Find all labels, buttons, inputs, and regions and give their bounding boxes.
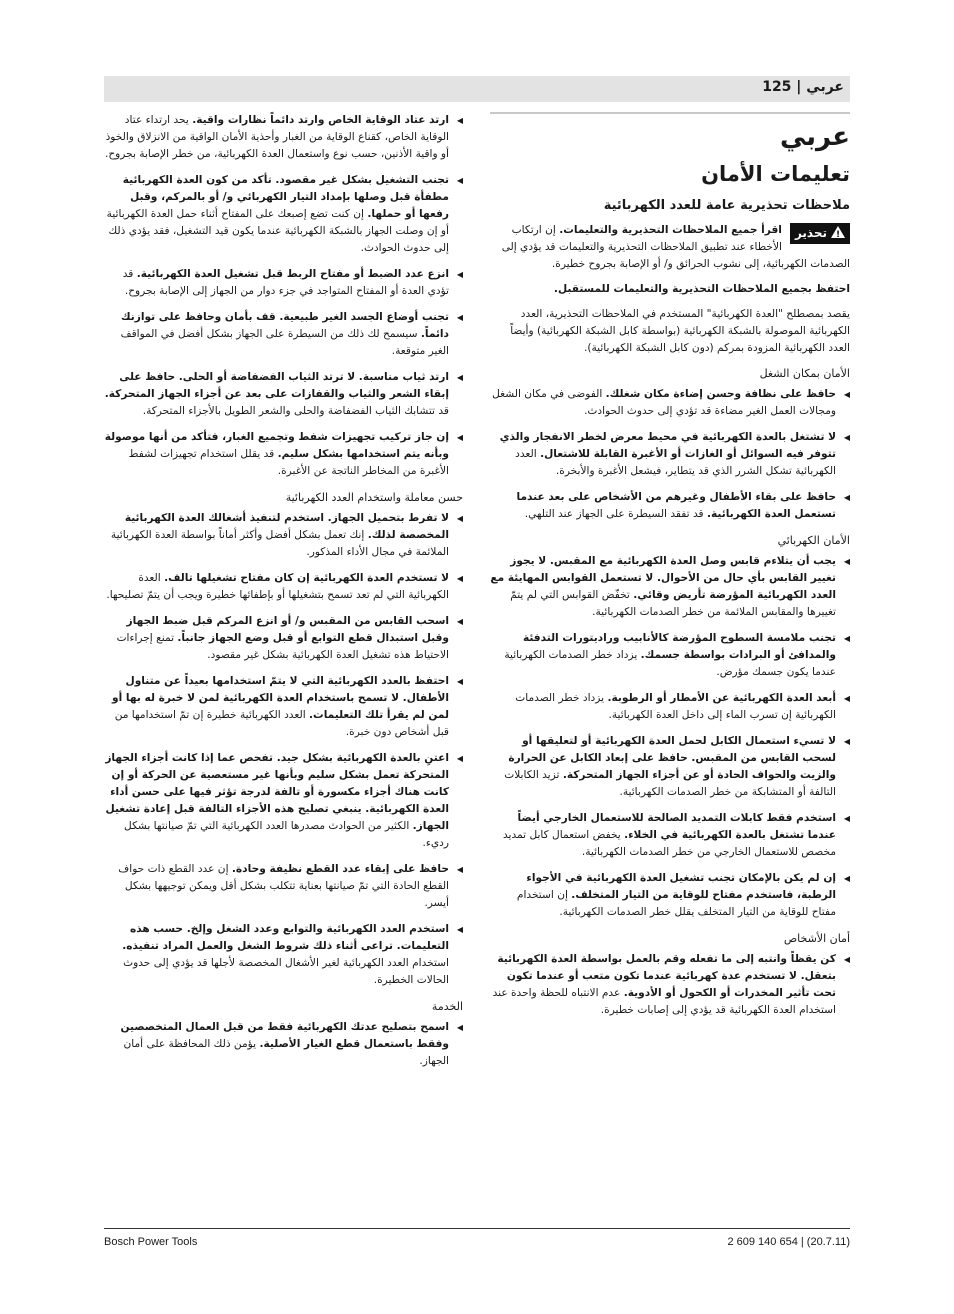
bullet-arrow-icon: ◀ bbox=[843, 694, 850, 703]
title-rule bbox=[490, 112, 850, 114]
section-title: أمان الأشخاص bbox=[783, 932, 850, 945]
bullet-body-text: قد تتشابك الثياب الفضفاضة والحلى والشعر الطويل بالأجزاء المتحركة. bbox=[142, 405, 449, 417]
page-header-bar bbox=[104, 76, 850, 102]
bullet-body-text: يحد ارتداء عتاد الوقاية الخاص، كقناع الوقاية من الغبار وأحذية الأمان الواقية من الانزلاق والخوذ أو واقية الأذنين، حسب نوع واستعمال العدة الكهربائية، من خطر الإصابة بجروح. bbox=[104, 114, 449, 160]
bullet-arrow-icon: ◀ bbox=[843, 874, 850, 883]
bullet-bold-text: لا تسيء استعمال الكابل لحمل العدة الكهربائية أو لتعليقها أو لسحب القابس من المقبس. حافظ على إبعاد الكابل عن الحرارة والزيت والحواف الحادة أو عن أجزاء الجهاز المتحركة. bbox=[508, 735, 836, 781]
bullet-arrow-icon: ◀ bbox=[843, 955, 850, 964]
warning-badge-label: تحذير bbox=[794, 226, 827, 240]
bullet-item bbox=[104, 673, 463, 741]
bullet-body-text: قد يقلل استخدام تجهيزات لشفط الأغبرة من المخاطر الناتجة عن الأغبرة. bbox=[128, 448, 449, 477]
bullet-body-text: قد تؤدي العدة أو المفتاح المتواجد في جزء دوار من الجهاز إلى الإصابة بجروح. bbox=[122, 268, 449, 297]
left-column bbox=[104, 112, 463, 1079]
bullet-body-text: عدم الانتباه للحظة واحدة عند استخدام العدة الكهربائية قد يؤدي إلى إصابات خطيرة. bbox=[492, 987, 836, 1016]
bullet-arrow-icon: ◀ bbox=[456, 514, 463, 523]
bullet-item bbox=[104, 429, 463, 480]
bullet-body-text: قد تفقد السيطرة على الجهاز عند التلهي. bbox=[524, 508, 704, 520]
keep-instructions-text: احتفظ بجميع الملاحظات التحذيرية والتعليمات للمستقبل. bbox=[553, 283, 850, 295]
bullet-body-text: تزيد الكابلات التالفة أو المتشابكة من خطر الصدمات الكهربائية. bbox=[504, 769, 836, 798]
bullet-arrow-icon: ◀ bbox=[456, 313, 463, 322]
bullet-bold-text: تجنب التشغيل بشكل غير مقصود. تأكد من كون العدة الكهربائية مطفأة قبل وصلها بإمداد التيار الكهربائي و/ أو بالمركم، وقبل رفعها أو حملها. bbox=[122, 174, 449, 220]
bullet-body-text: يؤمن ذلك المحافظة على أمان الجهاز. bbox=[123, 1038, 449, 1067]
bullet-arrow-icon: ◀ bbox=[456, 373, 463, 382]
warning-bold-text: اقرأ جميع الملاحظات التحذيرية والتعليمات. bbox=[559, 224, 782, 236]
bullet-body-text: سيسمح لك ذلك من السيطرة على الجهاز بشكل أفضل في المواقف الغير متوقعة. bbox=[120, 328, 449, 357]
left-items-handling bbox=[104, 510, 463, 989]
bullet-bold-text: حافظ على بقاء الأطفال وغيرهم من الأشخاص على بعد عندما تستعمل العدة الكهربائية. bbox=[516, 491, 836, 520]
language-title: عربي bbox=[779, 122, 850, 152]
bullet-bold-text: لا تستخدم العدة الكهربائية إن كان مفتاح تشغيلها تالف. bbox=[164, 572, 449, 584]
bullet-item bbox=[104, 861, 463, 912]
bullet-bold-text: لا تشتغل بالعدة الكهربائية في محيط معرض لخطر الانفجار والذي تتوفر فيه السوائل أو الغازات أو الأغبرة القابلة للاشتعال. bbox=[499, 431, 836, 460]
bullet-bold-text: اسحب القابس من المقبس و/ أو انزع المركم قبل ضبط الجهاز وقبل استبدال قطع التوابع أو قبل وضع الجهاز جانباً. bbox=[126, 615, 449, 644]
bullet-bold-text: تجنب ملامسة السطوح المؤرضة كالأنابيب وراديتورات التدفئة والمدافئ أو البرادات بواسطة جسمك. bbox=[522, 632, 836, 661]
bullet-item bbox=[490, 690, 850, 724]
footer-doc-number: 2 609 140 654 | (20.7.11) bbox=[727, 1236, 850, 1248]
bullet-item bbox=[104, 309, 463, 360]
bullet-bold-text: كن يقظاً وانتبه إلى ما تفعله وقم بالعمل بواسطة العدة الكهربائية بتعقل. لا تستخدم عدة كهربائية عندما تكون متعب أو عندما تكون تحت تأثير المخدرات أو الكحول أو الأدوية. bbox=[497, 953, 836, 999]
bullet-item bbox=[490, 630, 850, 681]
bullet-item bbox=[490, 429, 850, 480]
bullet-bold-text: احتفظ بالعدد الكهربائية التي لا يتمّ استخدامها بعيداً عن متناول الأطفال. لا تسمح باستخدام العدة الكهربائية لمن لا خبرة له بها أو لمن لم يقرأ تلك التعليمات. bbox=[112, 675, 449, 721]
bullet-item bbox=[104, 921, 463, 989]
bullet-bold-text: ارتد ثياب مناسبة. لا ترتد الثياب الفضفاضة أو الحلى. حافظ على إبقاء الشعر والثياب والقفازات على بعد عن أجزاء الجهاز المتحركة. bbox=[104, 371, 449, 400]
warning-paragraph bbox=[490, 222, 850, 273]
bullet-body-text: الكثير من الحوادث مصدرها العدد الكهربائية التي تمّ صيانتها بشكل رديء. bbox=[124, 820, 449, 849]
bullet-arrow-icon: ◀ bbox=[456, 865, 463, 874]
bullet-arrow-icon: ◀ bbox=[456, 433, 463, 442]
bullet-arrow-icon: ◀ bbox=[456, 270, 463, 279]
bullet-item bbox=[490, 489, 850, 523]
bullet-item bbox=[104, 570, 463, 604]
bullet-item bbox=[490, 951, 850, 1019]
bullet-bold-text: حافظ على إبقاء عدد القطع نظيفة وحادة. bbox=[231, 863, 449, 875]
section-title: الأمان الكهربائي bbox=[777, 534, 850, 547]
bullet-arrow-icon: ◀ bbox=[843, 557, 850, 566]
bullet-item bbox=[490, 733, 850, 801]
bullet-body-text: يزداد خطر الصدمات الكهربائية عندما يكون جسمك مؤرض. bbox=[504, 649, 836, 678]
right-sections bbox=[490, 365, 850, 1019]
safety-title: تعليمات الأمان bbox=[701, 162, 850, 186]
bullet-item bbox=[104, 613, 463, 664]
bullet-bold-text: إن جاز تركيب تجهيزات شفط وتجميع الغبار، فتأكد من أنها موصولة وبأنه يتم استخدامها بشكل سليم. bbox=[104, 431, 449, 460]
bullet-bold-text: لا تفرط بتحميل الجهاز. استخدم لتنفيذ أشغالك العدة الكهربائية المخصصة لذلك. bbox=[124, 512, 449, 541]
bullet-bold-text: استخدم فقط كابلات التمديد الصالحة للاستعمال الخارجي أيضاً عندما تشتغل بالعدة الكهربائية في الخلاء. bbox=[517, 812, 836, 841]
bullet-arrow-icon: ◀ bbox=[843, 737, 850, 746]
bullet-arrow-icon: ◀ bbox=[843, 634, 850, 643]
bullet-body-text: الفوضى في مكان الشغل ومجالات العمل الغير مضاءة قد تؤدي إلى حدوث الحوادث. bbox=[492, 388, 836, 417]
bullet-arrow-icon: ◀ bbox=[456, 176, 463, 185]
warning-triangle-icon bbox=[831, 226, 845, 238]
bullet-body-text: العدد الكهربائية تشكل الشرر الذي قد يتطاير، فيشعل الأغبرة والأبخرة. bbox=[515, 448, 836, 477]
bullet-arrow-icon: ◀ bbox=[456, 617, 463, 626]
bullet-bold-text: اسمح بتصليح عدتك الكهربائية فقط من قبل العمال المتخصصين وفقط باستعمال قطع الغيار الأصلية. bbox=[120, 1021, 449, 1050]
bullet-arrow-icon: ◀ bbox=[843, 433, 850, 442]
bullet-body-text: يخفض استعمال كابل تمديد مخصص للاستعمال الخارجي من خطر الصدمات الكهربائية. bbox=[502, 829, 836, 858]
bullet-arrow-icon: ◀ bbox=[456, 754, 463, 763]
general-warnings-title: ملاحظات تحذيرية عامة للعدد الكهربائية bbox=[603, 198, 850, 213]
left-items-top bbox=[104, 112, 463, 480]
bullet-arrow-icon: ◀ bbox=[843, 493, 850, 502]
bullet-body-text: إنك تعمل بشكل أفضل وأكثر أماناً بواسطة العدة الكهربائية الملائمة في مجال الأداء المذكور. bbox=[110, 529, 449, 558]
footer-brand: Bosch Power Tools bbox=[104, 1236, 198, 1248]
bullet-body-text: يزداد خطر الصدمات الكهربائية إن تسرب الماء إلى داخل العدة الكهربائية. bbox=[515, 692, 836, 721]
warning-badge bbox=[790, 223, 850, 244]
bullet-arrow-icon: ◀ bbox=[456, 574, 463, 583]
bullet-body-text: تمنع إجراءات الاحتياط هذه تشغيل العدة الكهربائية بشكل غير مقصود. bbox=[116, 632, 449, 661]
bullet-arrow-icon: ◀ bbox=[456, 1023, 463, 1032]
page-header-text: عربي | 125 bbox=[762, 79, 844, 95]
footer-rule bbox=[104, 1228, 850, 1229]
bullet-item bbox=[104, 266, 463, 300]
service-section-title: الخدمة bbox=[431, 1000, 463, 1013]
term-definition-text: يقصد بمصطلح "العدة الكهربائية" المستخدم في الملاحظات التحذيرية، العدد الكهربائية الموصولة بالشبكة الكهربائية (بواسطة كابل الشبكة الكهربائية) وأيضاً العدد الكهربائية المزودة بمركم (دون كابل الشبكة الكهربائية). bbox=[510, 308, 850, 354]
bullet-body-text: تخفّض القوابس التي لم يتمّ تغييرها والمقابس الملائمة من خطر الصدمات الكهربائية. bbox=[510, 589, 836, 618]
bullet-item bbox=[104, 1019, 463, 1070]
handling-section-title: حسن معاملة واستخدام العدد الكهربائية bbox=[285, 491, 463, 504]
bullet-body-text: العدد الكهربائية خطيرة إن تمّ استخدامها من قبل أشخاص دون خبرة. bbox=[114, 709, 449, 738]
bullet-body-text: إن عدد القطع ذات حواف القطع الحادة التي تمّ صيانتها بعناية تتكلب بشكل أقل ويمكن توجيهها بشكل أيسر. bbox=[118, 863, 449, 909]
bullet-item bbox=[104, 369, 463, 420]
bullet-arrow-icon: ◀ bbox=[456, 925, 463, 934]
bullet-body-text: إن استخدام مفتاح للوقاية من التيار المتخلف يقلل خطر الصدمات الكهربائية. bbox=[516, 889, 836, 918]
bullet-bold-text: يجب أن يتلاءم قابس وصل العدة الكهربائية مع المقبس. لا يجوز تغيير القابس بأي حال من الأحوال. لا تستعمل القوابس المهايئة مع العدد الكهربائية المؤرضة تأريض وقائي. bbox=[490, 555, 836, 601]
bullet-bold-text: أبعد العدة الكهربائية عن الأمطار أو الرطوبة. bbox=[607, 692, 836, 704]
bullet-body-text: العدة الكهربائية التي لم تعد تسمح بتشغيلها أو بإطفائها خطيرة ويجب أن يتمّ تصليحها. bbox=[106, 572, 449, 601]
bullet-bold-text: تجنب أوضاع الجسد الغير طبيعية. قف بأمان وحافظ على توازنك دائماً. bbox=[120, 311, 449, 340]
bullet-bold-text: انزع عدد الضبط أو مفتاح الربط قبل تشغيل العدة الكهربائية. bbox=[136, 268, 449, 280]
bullet-bold-text: حافظ على نظافة وحسن إضاءة مكان شغلك. bbox=[605, 388, 836, 400]
section-title: الأمان بمكان الشغل bbox=[759, 367, 850, 380]
bullet-item bbox=[104, 112, 463, 163]
left-items-service bbox=[104, 1019, 463, 1070]
bullet-bold-text: ارتد عتاد الوقاية الخاص وارتد دائماً نظارات واقية. bbox=[192, 114, 449, 126]
bullet-arrow-icon: ◀ bbox=[843, 390, 850, 399]
bullet-bold-text: استخدم العدد الكهربائية والتوابع وعدد الشغل وإلخ. حسب هذه التعليمات. تراعى أثناء ذلك شروط الشغل والعمل المراد تنفيذه. bbox=[122, 923, 449, 952]
bullet-body-text: استخدام العدد الكهربائية لغير الأشغال المخصصة لأجلها قد يؤدي إلى حدوث الحالات الخطيرة. bbox=[123, 957, 449, 986]
bullet-item bbox=[104, 510, 463, 561]
bullet-body-text: إن كنت تضع إصبعك على المفتاح أثناء حمل العدة الكهربائية أو إن وصلت الجهاز بالشبكة الكهربائية عندما يكون قيد التشغيل، فقد يؤدي ذلك إلى حدوث الحوادث. bbox=[106, 208, 449, 254]
bullet-item bbox=[490, 810, 850, 861]
bullet-item bbox=[490, 386, 850, 420]
bullet-arrow-icon: ◀ bbox=[456, 116, 463, 125]
bullet-item bbox=[490, 870, 850, 921]
warning-body-text: إن ارتكاب الأخطاء عند تطبيق الملاحظات التحذيرية والتعليمات قد يؤدي إلى الصدمات الكهربائية، إلى نشوب الحرائق و/ أو الإصابة بجروح خطيرة. bbox=[501, 224, 850, 270]
bullet-arrow-icon: ◀ bbox=[843, 814, 850, 823]
bullet-item bbox=[490, 553, 850, 621]
right-column bbox=[490, 112, 850, 1028]
bullet-item bbox=[104, 750, 463, 852]
bullet-item bbox=[104, 172, 463, 257]
bullet-bold-text: اعتنِ بالعدة الكهربائية بشكل جيد. تفحص عما إذا كانت أجزاء الجهاز المتحركة تعمل بشكل سليم وبأنها غير مستعصية عن الحركة أو إن كانت هناك أجزاء مكسورة أو تالفة لدرجة تؤثر فيها على حسن أداء العدة الكهربائية. ينبغي تصليح هذه الأجزاء التالفة قبل إعادة تشغيل الجهاز. bbox=[105, 752, 449, 832]
bullet-bold-text: إن لم يكن بالإمكان تجنب تشغيل العدة الكهربائية في الأجواء الرطبة، فاستخدم مفتاح للوقاية من التيار المتخلف. bbox=[526, 872, 836, 901]
bullet-arrow-icon: ◀ bbox=[456, 677, 463, 686]
